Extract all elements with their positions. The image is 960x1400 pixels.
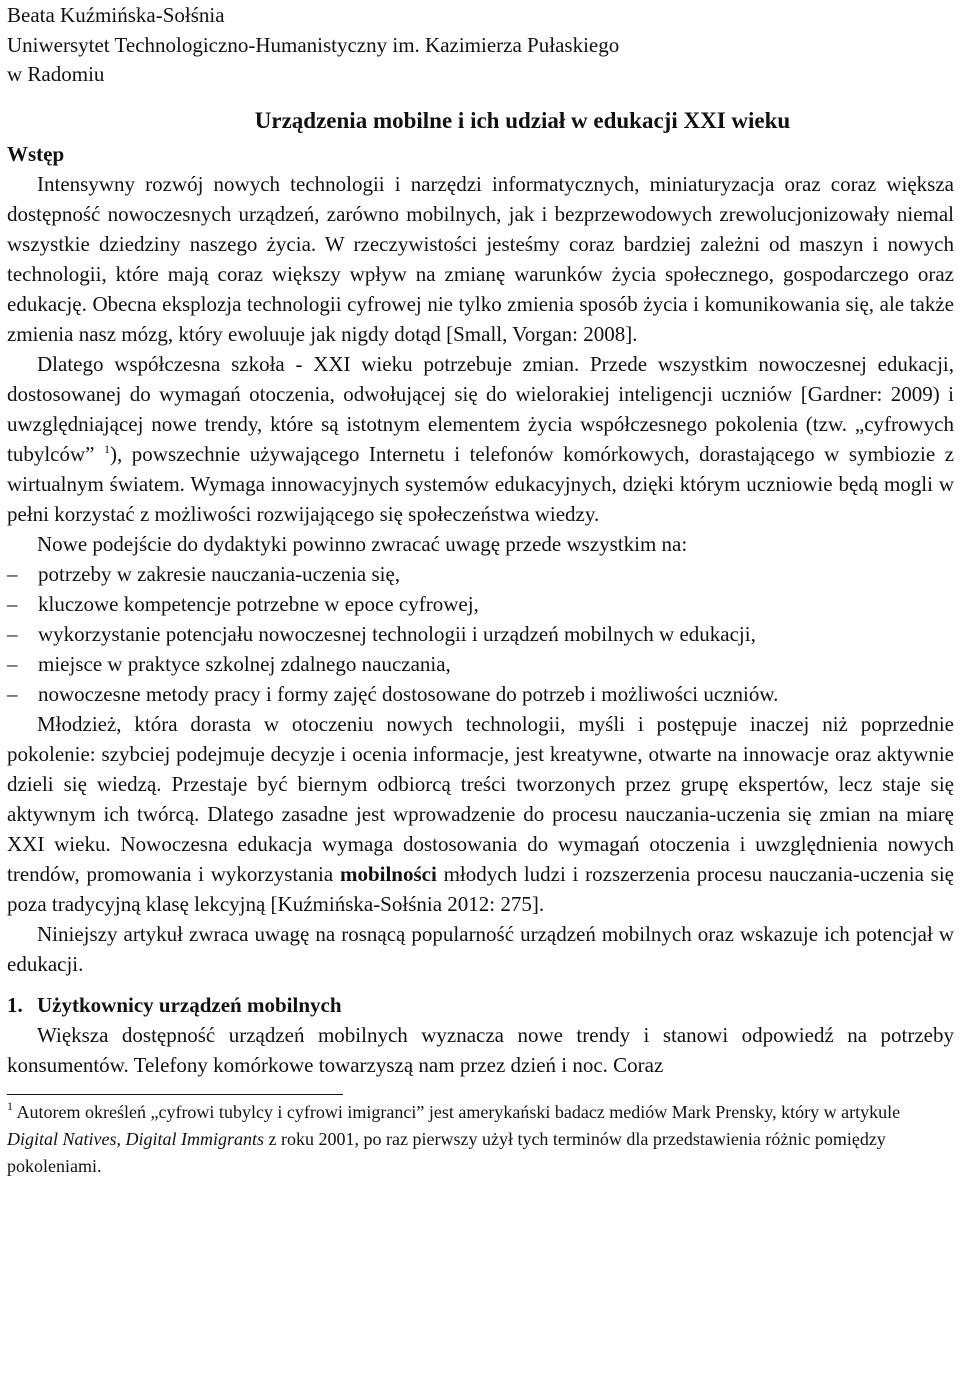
dash-marker: – — [7, 681, 18, 706]
intro-paragraph-2 — [7, 349, 954, 529]
author-block — [7, 1, 954, 90]
footnote-article-title: Digital Natives, Digital Immigrants — [7, 1128, 265, 1149]
intro-paragraph-2-text-b: ), powszechnie używającego Internetu i telefonów komórkowych, dorastającego w symbiozie z wirtualnym światem. Wymaga innowacyjnych systemów edukacyjnych, dzięki którym uczniowie będą mogli w pełni korzystać z możliwości rozwijającego się społeczeństwa wiedzy. — [7, 441, 954, 526]
dash-marker: – — [7, 621, 18, 646]
affiliation-line-2: w Radomiu — [7, 62, 105, 86]
intro-paragraph-4 — [7, 709, 954, 919]
footnote-marker: 1 — [7, 1098, 13, 1113]
dash-marker: – — [7, 561, 18, 586]
list-item-text: potrzeby w zakresie nauczania-uczenia się, — [38, 561, 401, 586]
priorities-list — [7, 559, 954, 709]
section-1-heading — [7, 990, 954, 1020]
list-item-text: wykorzystanie potencjału nowoczesnej technologii i urządzeń mobilnych w edukacji, — [38, 621, 756, 646]
section-title: Użytkownicy urządzeń mobilnych — [37, 992, 342, 1017]
intro-paragraph-3: Nowe podejście do dydaktyki powinno zwracać uwagę przede wszystkim na: — [37, 531, 688, 556]
footnote-text-b: z roku 2001, po raz pierwszy użył tych terminów dla przedstawienia różnic pomiędzy pokoleniami. — [7, 1128, 886, 1176]
intro-heading: Wstęp — [7, 141, 65, 166]
list-item — [7, 619, 954, 649]
list-item — [7, 559, 954, 589]
intro-paragraph-4-text-a: Młodzież, która dorasta w otoczeniu nowych technologii, myśli i postępuje inaczej niż poprzednie pokolenie: szybciej podejmuje decyzje i ocenia informacje, jest kreatywne, otwarte na innowacje oraz aktywnie dzieli się wiedzą. Przestaje być biernym odbiorcą treści tworzonych przez grupę ekspertów, lecz staje się aktywnym ich twórcą. Dlatego zasadne jest wprowadzenie do procesu nauczania-uczenia się zmian na miarę XXI wieku. Nowoczesna edukacja wymaga dostosowania do wymagań otoczenia i uwzględnienia nowych trendów, promowania i wykorzystania — [7, 711, 954, 886]
list-item-text: nowoczesne metody pracy i formy zajęć dostosowane do potrzeb i możliwości uczniów. — [38, 681, 779, 706]
dash-marker: – — [7, 591, 18, 616]
section-number: 1. — [7, 992, 23, 1017]
affiliation-line-1: Uniwersytet Technologiczno-Humanistyczny im. Kazimierza Pułaskiego — [7, 32, 620, 57]
document-page — [0, 1, 960, 1180]
list-item — [7, 649, 954, 679]
intro-paragraph-4-text-b: młodych ludzi i rozszerzenia procesu nauczania-uczenia się poza tradycyjną klasę lekcyjną [Kuźmińska-Sołśnia 2012: 275]. — [7, 861, 954, 916]
intro-paragraph-2-text-a: Dlatego współczesna szkoła - XXI wieku potrzebuje zmian. Przede wszystkim nowoczesnej edukacji, dostosowanej do wymagań otoczenia, odwołującej się do wielorakiej inteligencji uczniów [Gardner: 2009) i uwzględniającej nowe trendy, które są istotnym elementem życia współczesnego pokolenia (tzw. „cyfrowych tubylców” — [7, 351, 954, 466]
list-item — [7, 589, 954, 619]
dash-marker: – — [7, 651, 18, 676]
intro-paragraph-5: Niniejszy artykuł zwraca uwagę na rosnącą popularność urządzeń mobilnych oraz wskazuje ich potencjał w edukacji. — [7, 921, 954, 976]
intro-paragraph-1: Intensywny rozwój nowych technologii i narzędzi informatycznych, miniaturyzacja oraz coraz większa dostępność nowoczesnych urządzeń, zarówno mobilnych, jak i bezprzewodowych zrewolucjonizowały niemal wszystkie dziedziny naszego życia. W rzeczywistości jesteśmy coraz bardziej zależni od maszyn i nowych technologii, które mają coraz większy wpływ na zmianę warunków życia społecznego, gospodarczego oraz edukację. Obecna eksplozja technologii cyfrowej nie tylko zmienia sposób życia i komunikowania się, ale także zmienia nasz mózg, który ewoluuje jak nigdy dotąd [Small, Vorgan: 2008]. — [7, 171, 954, 346]
section-1-paragraph-1: Większa dostępność urządzeń mobilnych wyznacza nowe trendy i stanowi odpowiedź na potrzeby konsumentów. Telefony komórkowe towarzyszą nam przez dzień i noc. Coraz — [7, 1022, 954, 1077]
article-title: Urządzenia mobilne i ich udział w edukacji XXI wieku — [254, 107, 791, 133]
footnote — [7, 1099, 954, 1180]
footnote-reference[interactable]: 1 — [104, 441, 111, 456]
list-item-text: kluczowe kompetencje potrzebne w epoce cyfrowej, — [38, 591, 479, 616]
footnote-text-a: Autorem określeń „cyfrowi tubylcy i cyfrowi imigranci” jest amerykański badacz mediów Mark Prensky, który w artykule — [13, 1101, 901, 1122]
list-item-text: miejsce w praktyce szkolnej zdalnego nauczania, — [38, 651, 451, 676]
footnote-separator — [7, 1094, 343, 1095]
list-item — [7, 679, 954, 709]
author-name: Beata Kuźmińska-Sołśnia — [7, 3, 225, 27]
mobility-term: mobilności — [339, 861, 437, 886]
